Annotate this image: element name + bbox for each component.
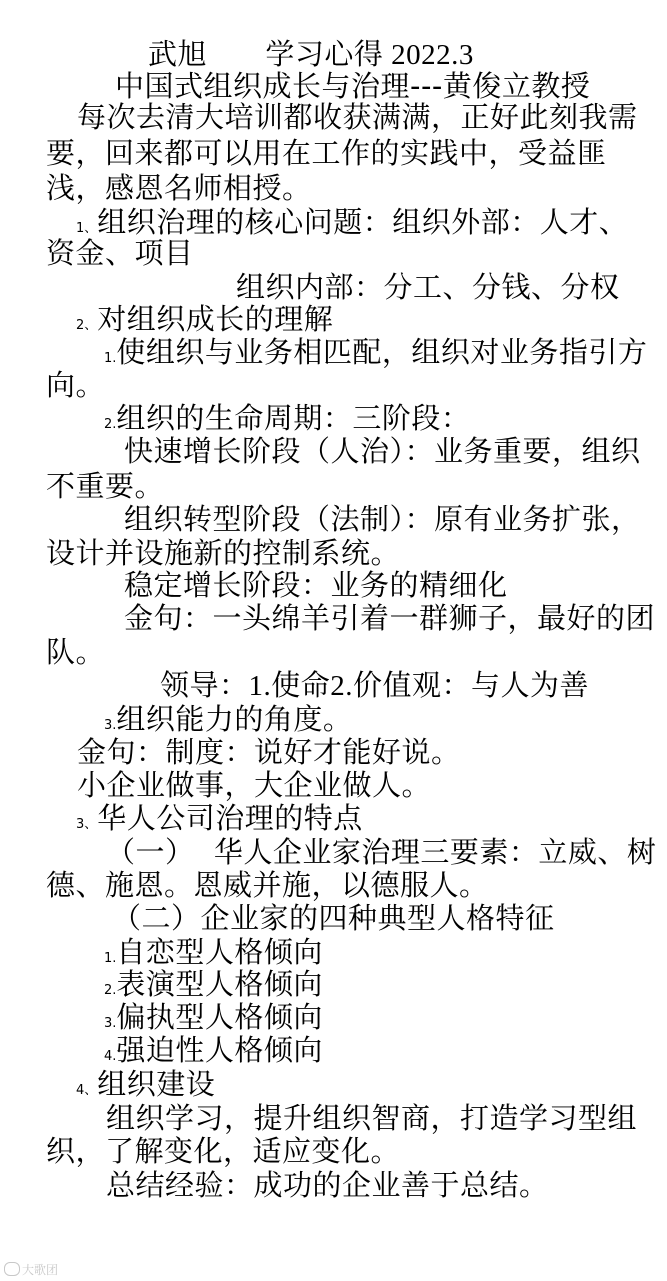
header-line [148,38,474,71]
intro-line-2: 要，回来都可以用在工作的实践中，受益匪 [46,136,607,170]
trait-2: 2.表演型人格倾向 [104,967,323,1001]
stage-1-line-1: 快速增长阶段（人治）：业务重要，组织 [124,434,641,468]
section-2-point-2-heading: 2.组织的生命周期：三阶段： [104,401,471,435]
watermark: 大歌团 [4,1262,58,1277]
section-2-point-1-line-1: 1.使组织与业务相匹配，组织对业务指引方 [104,335,648,369]
trait-4: 4.强迫性人格倾向 [104,1033,323,1067]
section-1-line-3: 组织内部：分工、分钱、分权 [236,270,620,304]
section-3-a-line-2: 德、施恩。恩威并施，以德服人。 [46,868,489,902]
section-2-point-3-heading: 3.组织能力的角度。 [104,702,353,736]
intro-line-1: 每次去清大培训都收获满满，正好此刻我需 [77,100,638,134]
section-2-heading: 2、对组织成长的理解 [76,302,334,336]
trait-1: 1.自恋型人格倾向 [104,935,323,969]
watermark-logo-icon [4,1262,20,1276]
stage-1-line-2: 不重要。 [46,469,165,503]
stage-2-line-2: 设计并设施新的控制系统。 [46,536,401,570]
quote-1-line-2: 队。 [46,635,106,669]
section-4-number: 4、 [76,1083,98,1098]
summary-line: 总结经验：成功的企业善于总结。 [106,1168,549,1202]
stage-3-line: 稳定增长阶段：业务的精细化 [124,568,508,602]
section-3-b-heading: （二）企业家的四种典型人格特征 [112,901,555,935]
quote-3-line: 小企业做事，大企业做人。 [77,768,432,802]
stage-2-line-1: 组织转型阶段（法制）：原有业务扩张， [124,502,641,536]
section-3-a-line-1: （一） 华人企业家治理三要素：立威、树 [106,835,657,869]
section-2-point-1-line-2: 向。 [46,368,106,402]
section-4-heading: 4、组织建设 [76,1067,216,1101]
trait-3: 3.偏执型人格倾向 [104,1000,323,1034]
header-note: 学习心得 2022.3 [265,39,474,71]
section-4-line-1: 组织学习，提升组织智商，打造学习型组 [106,1101,638,1135]
author-name: 武旭 [148,37,208,71]
leader-line: 领导：1.使命2.价值观：与人为善 [160,668,590,702]
section-2-number: 2、 [76,318,98,333]
section-3-number: 3、 [76,817,98,832]
intro-line-3: 浅，感恩名师相授。 [46,171,312,205]
section-1-line-1: 1、组织治理的核心问题：组织外部：人才、 [76,205,629,239]
quote-2-line: 金句：制度：说好才能好说。 [77,735,461,769]
quote-1-line-1: 金句：一头绵羊引着一群狮子，最好的团 [124,601,656,635]
section-3-heading: 3、华人公司治理的特点 [76,801,363,835]
section-1-line-2: 资金、项目 [46,236,194,270]
document-title: 中国式组织成长与治理---黄俊立教授 [115,69,591,103]
section-1-number: 1、 [76,221,98,236]
section-4-line-2: 织，了解变化，适应变化。 [46,1134,401,1168]
